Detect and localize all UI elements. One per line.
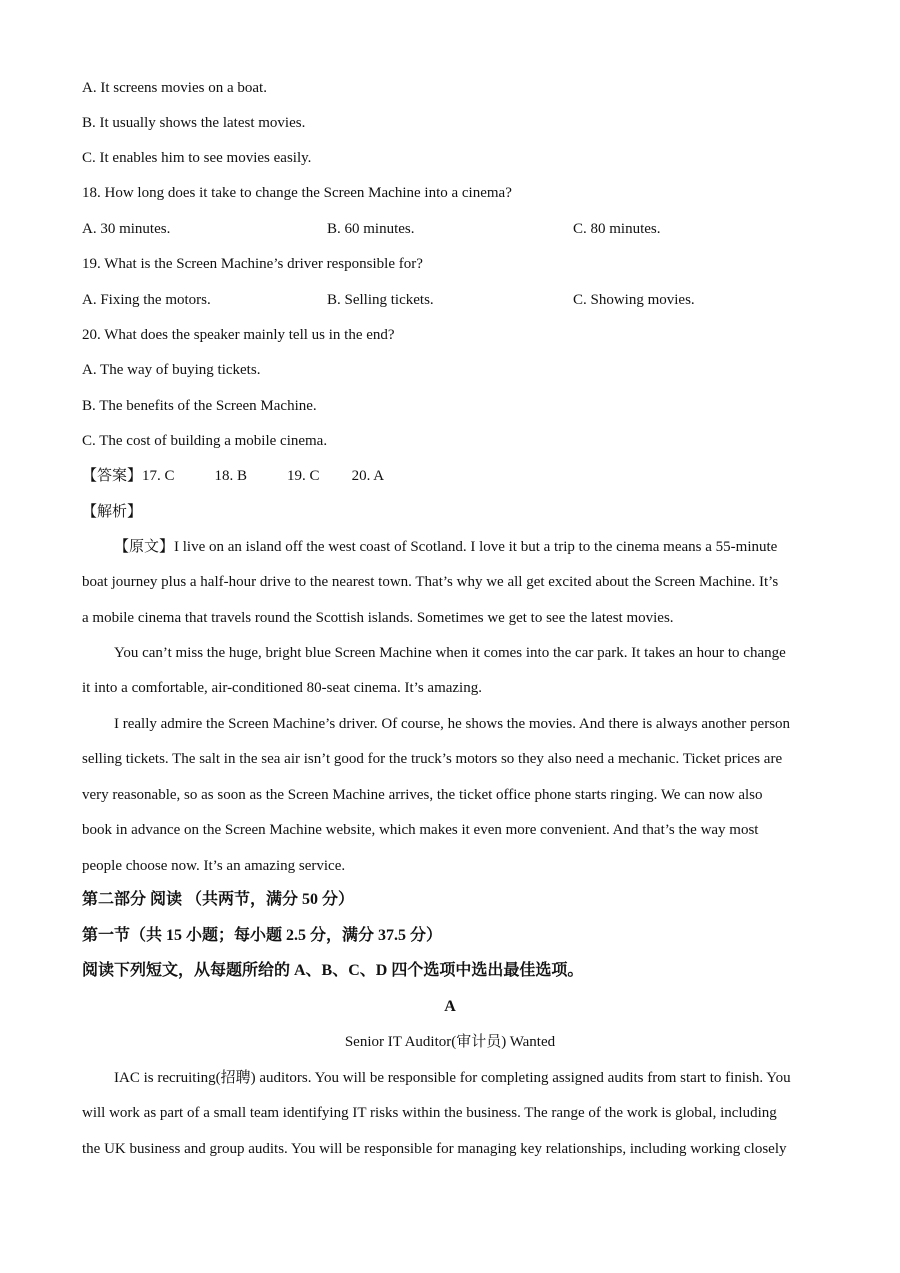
transcript-line: a mobile cinema that travels round the Scottish islands. Sometimes we get to see the latest movies. <box>82 610 674 626</box>
q19-option-c: C. Showing movies. <box>573 292 695 308</box>
transcript-line: You can’t miss the huge, bright blue Screen Machine when it comes into the car park. It takes an hour to change <box>114 645 786 661</box>
q17-option-a: A. It screens movies on a boat. <box>82 80 267 96</box>
q17-option-b: B. It usually shows the latest movies. <box>82 115 306 131</box>
analysis-label: 【解析】 <box>82 504 143 520</box>
passage-line: the UK business and group audits. You will be responsible for managing key relationships, including working closely <box>82 1141 787 1157</box>
q20-option-a: A. The way of buying tickets. <box>82 362 261 378</box>
q18-option-b: B. 60 minutes. <box>327 221 415 237</box>
transcript-line: 【原文】I live on an island off the west coast of Scotland. I love it but a trip to the cinema means a 55-minute <box>114 539 778 555</box>
answer-18: 18. B <box>214 468 248 484</box>
passage-line: IAC is recruiting(招聘) auditors. You will be responsible for completing assigned audits from start to finish. You <box>114 1070 791 1086</box>
passage-letter: A <box>444 998 456 1015</box>
transcript-line: very reasonable, so as soon as the Screen Machine arrives, the ticket office phone starts ringing. We can now also <box>82 787 763 803</box>
transcript-line: I really admire the Screen Machine’s driver. Of course, he shows the movies. And there is always another person <box>114 716 791 732</box>
transcript-line: book in advance on the Screen Machine website, which makes it even more convenient. And that’s the way most <box>82 822 759 838</box>
section-heading: 第一节（共 15 小题；每小题 2.5 分，满分 37.5 分） <box>82 927 443 944</box>
q18-option-c: C. 80 minutes. <box>573 221 661 237</box>
passage-line: will work as part of a small team identifying IT risks within the business. The range of the work is global, including <box>82 1105 777 1121</box>
q18-question: 18. How long does it take to change the Screen Machine into a cinema? <box>82 185 512 201</box>
transcript-line: people choose now. It’s an amazing service. <box>82 858 346 874</box>
answer-19: 19. C <box>287 468 320 484</box>
passage-title: Senior IT Auditor(审计员) Wanted <box>344 1034 556 1050</box>
instruction: 阅读下列短文，从每题所给的 A、B、C、D 四个选项中选出最佳选项。 <box>82 962 584 979</box>
q20-question: 20. What does the speaker mainly tell us in the end? <box>82 327 395 343</box>
q20-option-b: B. The benefits of the Screen Machine. <box>82 398 317 414</box>
q17-option-c: C. It enables him to see movies easily. <box>82 150 312 166</box>
answer-20: 20. A <box>351 468 385 484</box>
q18-option-a: A. 30 minutes. <box>82 221 171 237</box>
part-heading: 第二部分 阅读 （共两节，满分 50 分） <box>82 891 355 908</box>
transcript-line: selling tickets. The salt in the sea air isn’t good for the truck’s motors so they also need a mechanic. Ticket prices are <box>82 751 783 767</box>
transcript-line: it into a comfortable, air-conditioned 80-seat cinema. It’s amazing. <box>82 680 482 696</box>
answer-line <box>82 466 384 486</box>
transcript-line: boat journey plus a half-hour drive to the nearest town. That’s why we all get excited about the Screen Machine. It’s <box>82 574 779 590</box>
q20-option-c: C. The cost of building a mobile cinema. <box>82 433 328 449</box>
q19-option-a: A. Fixing the motors. <box>82 292 211 308</box>
q19-question: 19. What is the Screen Machine’s driver responsible for? <box>82 256 423 272</box>
answer-label: 【答案】 <box>82 468 143 484</box>
q19-option-b: B. Selling tickets. <box>327 292 434 308</box>
answer-17: 17. C <box>142 468 175 484</box>
